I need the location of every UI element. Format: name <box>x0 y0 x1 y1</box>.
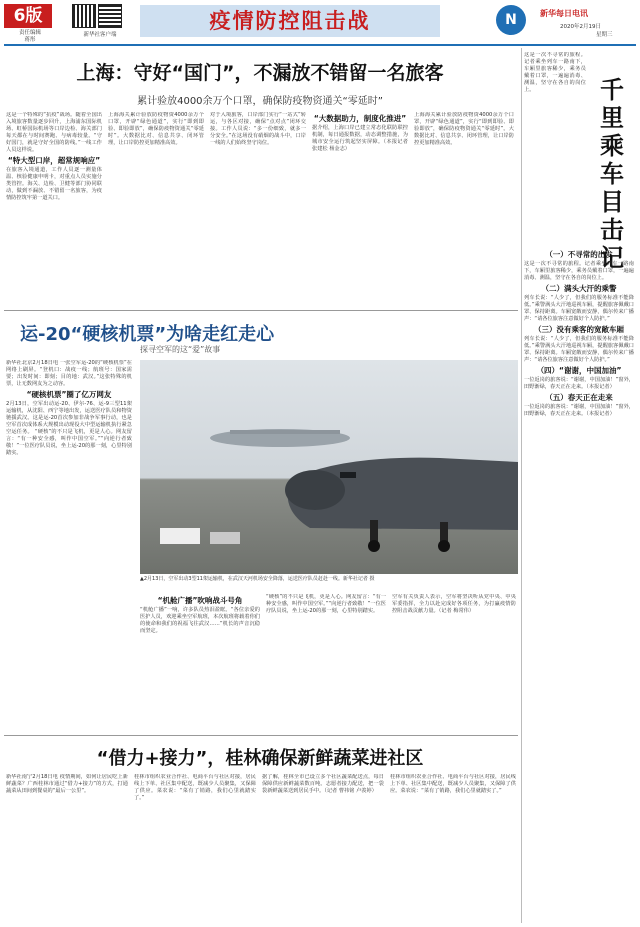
article-y20-subhead-2: “机舱广播”吹响战斗号角 <box>157 596 243 605</box>
right-column-rule <box>521 48 522 923</box>
article-shanghai-col-2: 上海海关累计验放防疫物资4000余万个口罩，开辟“绿色通道”，实行“即到即验、即验即放”，确保防疫物资通关“零延时”。大数据比对、信息共享、闭环管理，让口岸防控更加精准高效。 <box>108 112 204 146</box>
article-guilin <box>0 738 520 924</box>
article-y20-title: 运-20“硬核机票”为啥走红走心 <box>20 324 275 345</box>
masthead-rule <box>4 44 636 46</box>
issue-weekday: 星期三 <box>596 32 613 38</box>
section-banner-title: 疫情防控阻击战 <box>209 9 371 33</box>
article-train-subhead-4: （四）“谢谢，中国加油” <box>536 366 622 375</box>
article-y20-col-3: “硬核”的不只是飞机，更是人心。网友留言：“有一种安全感，叫作中国空军。”“向逆行者致敬！”一位医疗队员说，坐上运-20的那一刻，心里特别踏实。 <box>266 594 386 614</box>
article-shanghai-title: 上海：守好“国门”，不漏放不错留一名旅客 <box>76 62 444 84</box>
article-divider-1 <box>4 310 518 311</box>
article-shanghai-col-1: 这是一个特殊的“抗疫”战场。随着全国出入境旅客数量逐步回升，上海浦东国际机场、虹桥国际机场等口岸边检、海关部门每天都在与时间赛跑、与病毒较量。“守好国门，就是守好全国的防线。”一线工作人员这样说。 “特大型口岸，超常规响应” 在旅客入境通道，工作人员逐一测量体温、核验健康申明卡，对重点人员实施分类管控。海关、边检、卫健等部门协同联动，做到不漏放、不错留一名旅客，为疫情防控筑牢第一道关口。 <box>6 112 102 201</box>
article-guilin-col-4: 桂林市组织农业合作社、电商平台与社区对接，居民线上下单、社区集中配送，既减少人员聚集，又保障了供应。菜农说：“菜有了销路，我们心里就踏实了。” <box>390 774 516 794</box>
brand-logo-icon: N <box>496 5 526 35</box>
article-train-title: 千里乘车目击记 <box>600 76 624 272</box>
article-shanghai-col-3: 对于入境旅客，口岸部门实行“一站式”转运，与各区对接，确保“点对点”闭环交接。工作人员说：“多一份细致，就多一分安全。”在这场没有硝烟的战斗中，口岸一线的人们始终坚守岗位。 <box>210 112 306 146</box>
qr-code-icon-2[interactable] <box>98 4 122 28</box>
article-shanghai-subtitle: 累计验放4000余万个口罩，确保防疫物资通关“零延时” <box>137 96 383 107</box>
article-y20-subtitle: 探寻空军的这“爱”故事 <box>140 345 221 354</box>
article-shanghai-subhead-1: “特大型口岸，超常规响应” <box>7 156 101 165</box>
article-guilin-col-2: 桂林市组织农业合作社、电商平台与社区对接，居民线上下单、社区集中配送，既减少人员聚集，又保障了供应。菜农说：“菜有了销路，我们心里就踏实了。” <box>134 774 256 801</box>
article-y20-col-4: 空军有关负责人表示，空军将坚决听从党中央、中央军委指挥，全力以赴完成好各项任务，为打赢疫情防控阻击战贡献力量。（记者 梅常伟） <box>392 594 516 614</box>
issue-date: 2020年2月19日 <box>560 24 601 30</box>
article-shanghai-body <box>6 112 516 306</box>
article-guilin-title: “借力+接力”，桂林确保新鲜蔬菜进社区 <box>96 748 424 769</box>
article-train-intro: 这是一次不寻常的旅程。记者乘坐列车一路南下，车厢里旅客稀少，乘务员戴着口罩，一遍遍消毒、测温，坚守在各自的岗位上。 <box>524 52 586 93</box>
aircraft-photo-caption: ▲2月13日，空军出动3型11架运输机，在武汉天河机场安全降落，运送医疗队员赶赴一线。新华社记者 摄 <box>140 576 375 582</box>
masthead <box>0 0 640 44</box>
article-shanghai-col-4: “大数据助力，制度化推进” 据介绍，上海口岸已建立常态化联防联控机制，每日通报数据，动态调整措施，为城市安全运行筑起坚实屏障。（本报记者 张建松 杨金志） <box>312 114 408 152</box>
brand-name: 新华每日电讯 <box>540 9 588 18</box>
article-train-subhead-1: （一）不寻常的出发 <box>545 250 613 259</box>
editor-line-2: 蒋彤 <box>24 37 36 43</box>
aircraft-photo-svg <box>140 360 518 574</box>
app-label: 新华社客户端 <box>83 32 117 38</box>
article-guilin-col-3: 据了解，桂林全市已设立多个社区蔬菜配送点，每日保障供应新鲜蔬菜数百吨。志愿者接力配送，把一袋袋新鲜蔬菜送到居民手中。（记者 曹祎铭 卢羡婷） <box>262 774 384 794</box>
article-train-subhead-3: （三）没有乘客的宽敞车厢 <box>534 325 624 334</box>
article-shanghai-col-5: 上海海关累计验放防疫物资4000余万个口罩，开辟“绿色通道”，实行“即到即验、即验即放”，确保防疫物资通关“零延时”。大数据比对、信息共享、闭环管理，让口岸防控更加精准高效。 <box>414 112 514 146</box>
article-y20-subhead-1: “硬核机票”圈了亿万网友 <box>26 390 112 399</box>
article-train-subhead-2: （二）满头大汗的乘警 <box>541 284 617 293</box>
aircraft-photo <box>140 360 518 574</box>
article-divider-2 <box>4 735 518 736</box>
page-number-badge: 6版 <box>4 4 52 28</box>
editor-line-1: 责任编辑 <box>18 30 41 36</box>
article-y20 <box>0 312 520 732</box>
section-banner <box>140 5 440 37</box>
qr-code-icon[interactable] <box>72 4 96 28</box>
article-train <box>524 48 638 924</box>
article-guilin-col-1: 新华社南宁2月18日电 疫情期间，如何让居民吃上新鲜蔬菜？广西桂林市通过“借力+接力”的方式，打通蔬菜从田间到餐桌的“最后一公里”。 <box>6 774 128 794</box>
article-y20-col-2: “机舱广播”吹响战斗号角 “机舱广播”一响，许多队员热泪盈眶。“各位亲爱的医护人员，欢迎乘坐空军航班，本次航班将载着你们的使命和我们的祝福飞往武汉……”机长的声音沉稳而坚定。 <box>140 596 260 634</box>
article-shanghai-subhead-2: “大数据助力，制度化推进” <box>313 114 407 123</box>
article-shanghai <box>0 48 520 308</box>
article-y20-col-1: 新华社北京2月18日电 一张空军运-20的“硬核机票”在网络上刷屏。“登机口：战疫一线；航班号：国家需要；出发时间：即刻；目的地：武汉。”这张特殊的机票，让无数网友为之动容。 “硬核机票”圈了亿万网友 2月13日，空军出动运-20、伊尔-76、运-9三型11架运输机，从沈阳、西宁等地出发，运送医疗队员和物资驰援武汉。这是运-20首次参加非战争军事行动，也是空军首次成体系大规模出动现役大中型运输机执行紧急空运任务。 “硬核”的不只是飞机，更是人心。网友留言：“有一种安全感，叫作中国空军。”“向逆行者致敬！”一位医疗队员说，坐上运-20的那一刻，心里特别踏实。 <box>6 360 132 456</box>
article-train-subhead-5: （五）春天正在走来 <box>545 393 613 402</box>
article-train-body: （一）不寻常的出发 这是一次不寻常的旅程。记者乘坐列车一路南下，车厢里旅客稀少，乘务员戴着口罩，一遍遍消毒、测温，坚守在各自的岗位上。 （二）满头大汗的乘警 列车长说：“人少了，但我们的服务标准不能降低。”乘警满头大汗地巡视车厢，提醒旅客佩戴口罩、保持距离。车厢宽敞而安静，偶尔传来广播声：“请各位旅客注意做好个人防护。” （三）没有乘客的宽敞车厢 列车长说：“人少了，但我们的服务标准不能降低。”乘警满头大汗地巡视车厢，提醒旅客佩戴口罩、保持距离。车厢宽敞而安静，偶尔传来广播声：“请各位旅客注意做好个人防护。” （四）“谢谢，中国加油” 一位返岗的旅客说：“谢谢，中国加油！”窗外，田野渐绿，春天正在走来。（本报记者） （五）春天正在走来 一位返岗的旅客说：“谢谢，中国加油！”窗外，田野渐绿，春天正在走来。（本报记者） <box>524 250 634 417</box>
editor-credit <box>8 30 52 44</box>
